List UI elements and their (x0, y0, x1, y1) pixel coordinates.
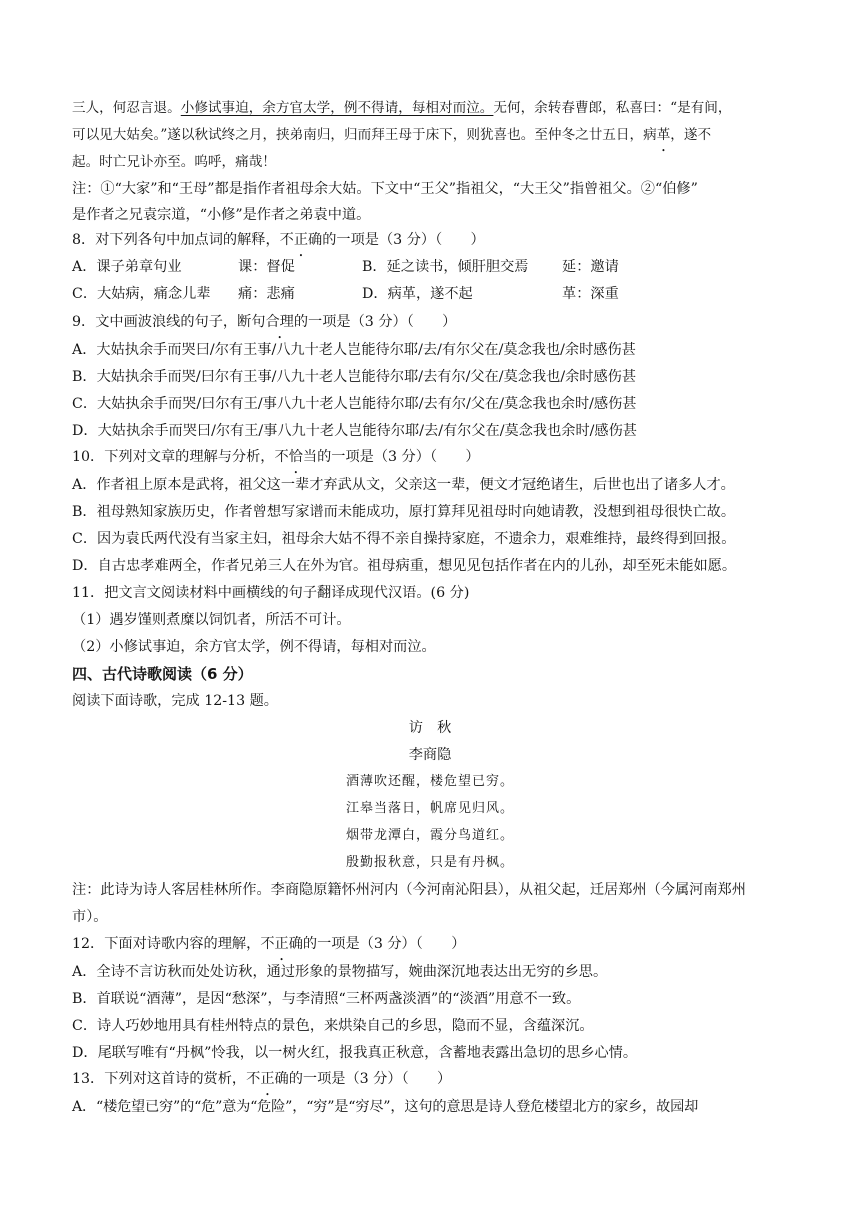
poem-note-line-2: 市）。 (72, 909, 108, 925)
passage-text: ，遂不 (670, 127, 712, 143)
option-c-gloss: 痛：悲痛 (238, 286, 295, 302)
question-12-option-c[interactable]: C．诗人巧妙地用具有桂州特点的景色，来烘染自己的乡思，隐而不显，含蕴深沉。 (72, 1018, 594, 1034)
question-10-option-b[interactable]: B．祖母熟知家族历史，作者曾想写家谱而未能成功，原打算拜见祖母时向她请教，没想到祖母很快亡故。 (72, 504, 736, 520)
emphasis-dots: 不正确 (260, 936, 303, 952)
question-11-stem: 11．把文言文阅读材料中画横线的句子翻译成现代汉语。(6 分) (72, 585, 470, 601)
question-9-option-d[interactable]: D．大姑执余手而哭曰/尔有王/事八九十老人岂能待尔耶/去/有尔父在/莫念我也余时/感伤甚 (72, 423, 637, 439)
emphasis-dots: 不正确 (246, 1071, 289, 1087)
question-12-stem: 12．下面对诗歌内容的理解，不正确的一项是（3 分）（ ） (72, 936, 466, 952)
question-12-option-a[interactable]: A．全诗不言访秋而处处访秋，通过形象的景物描写，婉曲深沉地表达出无穷的乡思。 (72, 964, 608, 980)
note-line-2: 是作者之兄袁宗道，“小修”是作者之弟袁中道。 (72, 207, 371, 223)
poem-line-2: 江皋当落日，帆席见归风。 (345, 801, 514, 816)
question-9-option-b[interactable]: B．大姑执余手而哭/曰尔有王事/八九十老人岂能待尔耶/去有尔/父在/莫念我也/余时感伤甚 (72, 369, 637, 385)
question-9-option-c[interactable]: C．大姑执余手而哭/曰尔有王/事八九十老人岂能待尔耶/去有尔/父在/莫念我也余时/感伤甚 (72, 396, 637, 412)
emphasis-dots: 合理 (265, 314, 294, 330)
option-a-gloss: 课：督促 (238, 259, 295, 275)
question-10-option-d[interactable]: D．自古忠孝难两全，作者兄弟三人在外为官。祖母病重，想见见包括作者在内的儿孙，却至死未能如愿。 (72, 558, 737, 574)
question-10-stem: 10．下列对文章的理解与分析，不恰当的一项是（3 分）（ ） (72, 449, 480, 465)
question-8-options-row-2 (72, 283, 619, 305)
passage-line-1 (72, 97, 731, 119)
option-b-gloss: 延：邀请 (562, 259, 619, 275)
option-d[interactable]: D．病革，遂不起 (362, 286, 473, 302)
underlined-sentence: 小修试事迫，余方官太学，例不得请，每相对而泣。 (180, 100, 494, 116)
passage-text: 三人，何忍言退。 (72, 100, 181, 116)
option-b[interactable]: B．延之读书，倾肝胆交焉 (362, 259, 529, 275)
question-10-option-c[interactable]: C．因为袁氏两代没有当家主妇，祖母余大姑不得不亲自操持家庭，不遗余力，艰难维持，最终得到回报。 (72, 531, 736, 547)
option-c[interactable]: C．大姑病，痛念儿辈 (72, 286, 211, 302)
question-8-stem: 8．对下列各句中加点词的解释，不正确的一项是（3 分）（ ） (72, 232, 485, 248)
question-13-stem: 13．下列对这首诗的赏析，不正确的一项是（3 分）（ ） (72, 1071, 452, 1087)
emphasis-dots: 不恰当 (274, 449, 318, 465)
dotted-word: 革 (656, 127, 671, 143)
poem-note-line-1: 注：此诗为诗人客居桂林所作。李商隐原籍怀州河内（今河南沁阳县），从祖父起，迁居郑州（今属河南郑州 (72, 882, 746, 898)
passage-text: 可以见大姑矣。”遂以秋试终之月，挟弟南归，归而拜王母于床下，则犹喜也。至仲冬之廿五日，病 (72, 127, 657, 143)
poem-line-3: 烟带龙潭白，霞分鸟道红。 (345, 828, 514, 843)
passage-line-3: 起。时亡兄讣亦至。呜呼，痛哉！ (72, 154, 276, 170)
question-11-sentence-2: （2）小修试事迫，余方官太学，例不得请，每相对而泣。 (72, 639, 436, 655)
question-13-option-a[interactable]: A．“楼危望已穷”的“危”意为“危险”，“穷”是“穷尽”，这句的意思是诗人登危楼望北方的家乡，故园却 (72, 1099, 699, 1115)
poem-author: 李商隐 (408, 747, 452, 763)
poem-line-1: 酒薄吹还醒，楼危望已穷。 (345, 774, 514, 789)
passage-text: 无何，余转春曹郎，私喜曰：“是有间， (493, 100, 732, 116)
question-9-option-a[interactable]: A．大姑执余手而哭曰/尔有王事/八九十老人岂能待尔耶/去/有尔父在/莫念我也/余时感伤甚 (72, 342, 636, 358)
emphasis-dots: 不正确 (279, 232, 323, 248)
passage-line-2 (72, 124, 711, 146)
note-line-1: 注：①“大家”和“王母”都是指作者祖母余大姑。下文中“王父”指祖父，“大王父”指曾祖父。②“伯修” (72, 181, 698, 197)
poem-title: 访 秋 (408, 720, 452, 736)
question-11-sentence-1: （1）遇岁馑则煮糜以饲饥者，所活不可计。 (72, 612, 351, 628)
question-12-option-b[interactable]: B．首联说“酒薄”，是因“愁深”，与李清照“三杯两盏淡酒”的“淡酒”用意不一致。 (72, 991, 581, 1007)
section-heading: 四、古代诗歌阅读（6 分） (72, 665, 253, 683)
poem-line-4: 殷勤报秋意，只是有丹枫。 (345, 855, 514, 870)
question-8-options-row-1 (72, 256, 619, 278)
option-a[interactable]: A．课子弟章句业 (72, 259, 182, 275)
option-d-gloss: 革：深重 (562, 286, 619, 302)
question-9-stem: 9．文中画波浪线的句子，断句合理的一项是（3 分）（ ） (72, 314, 457, 330)
section-intro: 阅读下面诗歌，完成 12-13 题。 (72, 693, 278, 709)
question-12-option-d[interactable]: D．尾联写唯有“丹枫”怜我，以一树火红，报我真正秋意，含蓄地表露出急切的思乡心情。 (72, 1045, 638, 1061)
question-10-option-a[interactable]: A．作者祖上原本是武将，祖父这一辈才弃武从文，父亲这一辈，便文才冠绝诸生，后世也出了诸多人才。 (72, 477, 735, 493)
